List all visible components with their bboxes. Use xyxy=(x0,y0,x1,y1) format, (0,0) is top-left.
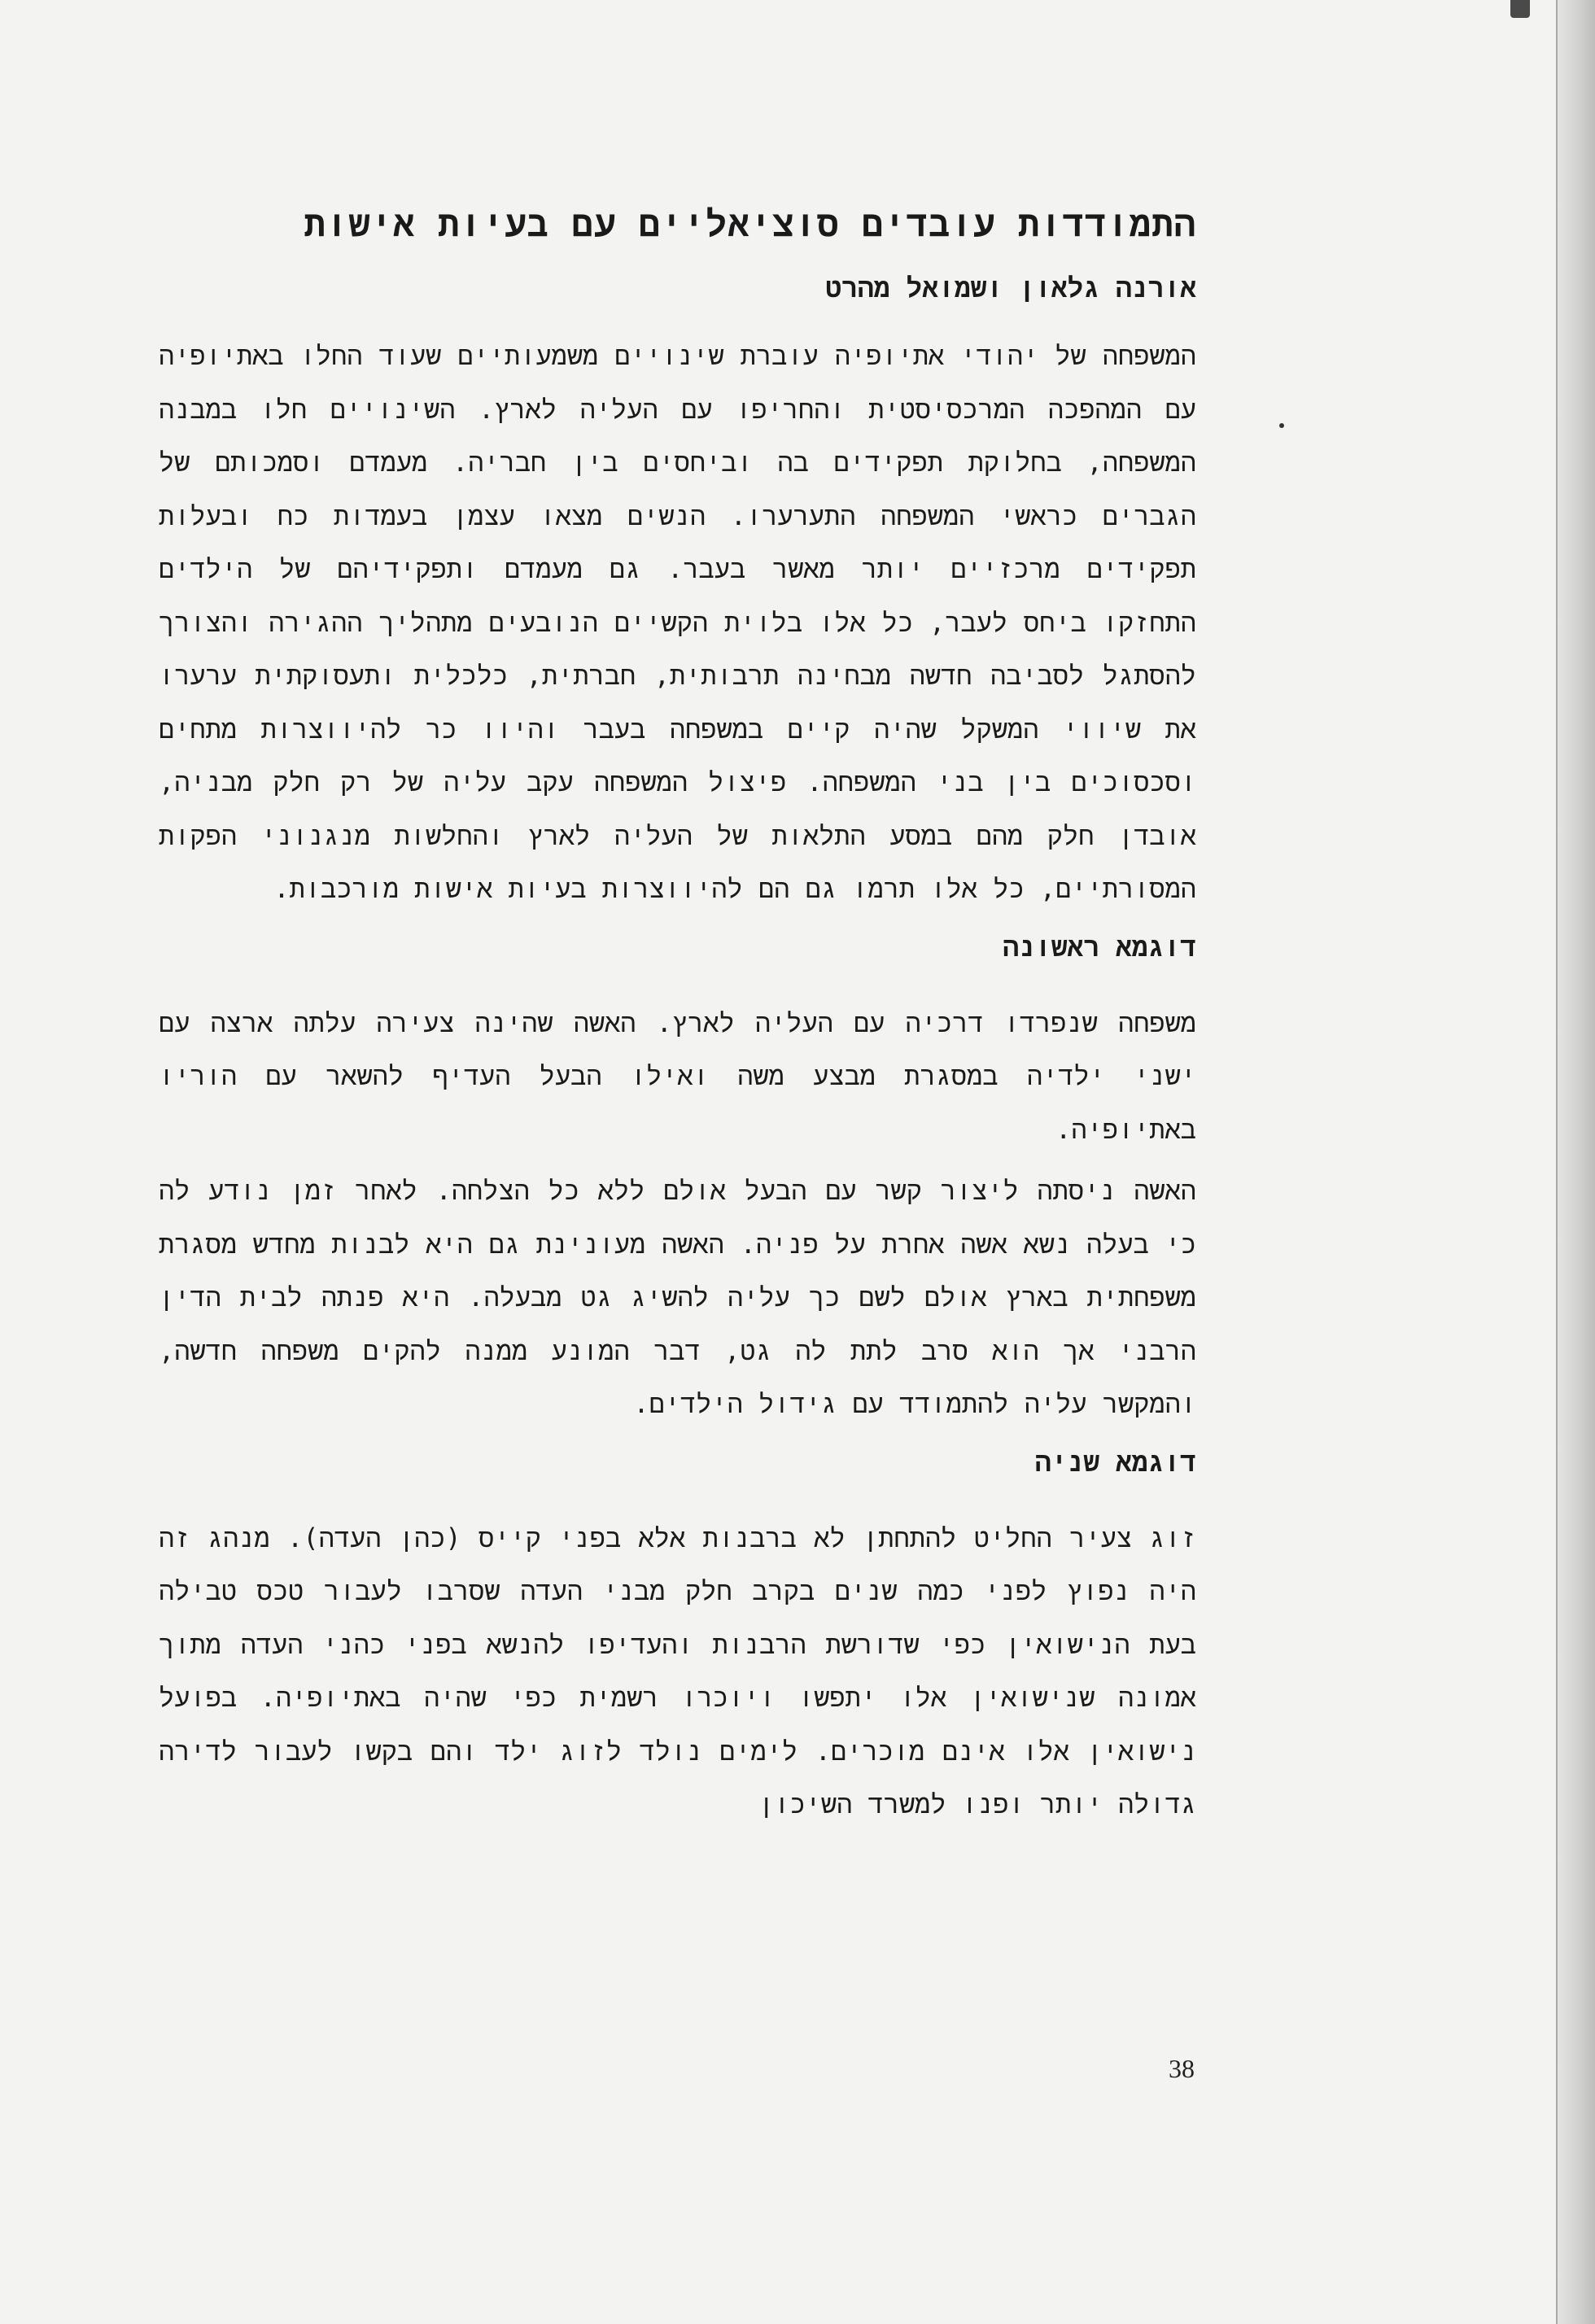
example-two-paragraph-1: זוג צעיר החליט להתחתן לא ברבנות אלא בפני קייס (כהן העדה). מנהג זה היה נפוץ לפני כמה שנים בקרב חלק מבני העדה שסרבו לעבור טכס טבילה בעת הנישואין כפי שדורשת הרבנות והעדיפו להנשא בפני כהני העדה מתוך אמונה שנישואין אלו יתפשו ויוכרו רשמית כפי שהיה באתיופיה. בפועל נישואין אלו אינם מוכרים. לימים נולד לזוג ילד והם בקשו לעבור לדירה גדולה יותר ופנו למשרד השיכון xyxy=(159,1522,1197,1819)
article-title: התמודדות עובדים סוציאליים עם בעיות אישות xyxy=(304,203,1196,245)
intro-paragraph: המשפחה של יהודי אתיופיה עוברת שינויים משמעותיים שעוד החלו באתיופיה עם המהפכה המרכסיסטית והחריפו עם העליה לארץ. השינויים חלו במבנה המשפחה, בחלוקת תפקידים בה וביחסים בין חבריה. מעמדם וסמכותם של הגברים כראשי המשפחה התערערו. הנשים מצאו עצמן בעמדות כח ובעלות תפקידים מרכזיים יותר מאשר בעבר. גם מעמדם ותפקידיהם של הילדים התחזקו ביחס לעבר, כל אלו בלוית הקשיים הנובעים מתהליך ההגירה והצורך להסתגל לסביבה חדשה מבחינה תרבותית, חברתית, כלכלית ותעסוקתית ערערו את שיווי המשקל שהיה קיים במשפחה בעבר והיוו כר להיווצרות מתחים וסכסוכים בין בני המשפחה. פיצול המשפחה עקב עליה של רק חלק מבניה, אובדן חלק מהם במסע התלאות של העליה לארץ והחלשות מנגנוני הפקות המסורתיים, כל אלו תרמו גם הם להיווצרות בעיות אישות מורכבות. xyxy=(159,340,1197,904)
scan-dot-mark xyxy=(1279,423,1284,428)
example-one-heading: דוגמא ראשונה xyxy=(1003,930,1196,963)
example-one-paragraph-2: האשה ניסתה ליצור קשר עם הבעל אולם ללא כל הצלחה. לאחר זמן נודע לה כי בעלה נשא אשה אחרת על פניה. האשה מעונינת גם היא לבנות מחדש מסגרת משפחתית בארץ אולם לשם כך עליה להשיג גט מבעלה. היא פנתה לבית הדין הרבני אך הוא סרב לתת לה גט, דבר המונע ממנה להקים משפחה חדשה, והמקשר עליה להתמודד עם גידול הילדים. xyxy=(159,1175,1197,1419)
page-number: 38 xyxy=(1169,2054,1195,2083)
example-one-paragraph-1: משפחה שנפרדו דרכיה עם העליה לארץ. האשה שהינה צעירה עלתה ארצה עם ישני ילדיה במסגרת מבצע משה ואילו הבעל העדיף להשאר עם הוריו באתיופיה. xyxy=(159,1007,1197,1145)
example-two-heading: דוגמא שניה xyxy=(1034,1445,1196,1478)
article-body xyxy=(159,203,1196,1832)
scan-corner-mark xyxy=(1510,0,1530,18)
page-binding-edge xyxy=(1558,0,1595,2324)
article-authors: אורנה גלאון ושמואל מהרט xyxy=(825,272,1196,304)
